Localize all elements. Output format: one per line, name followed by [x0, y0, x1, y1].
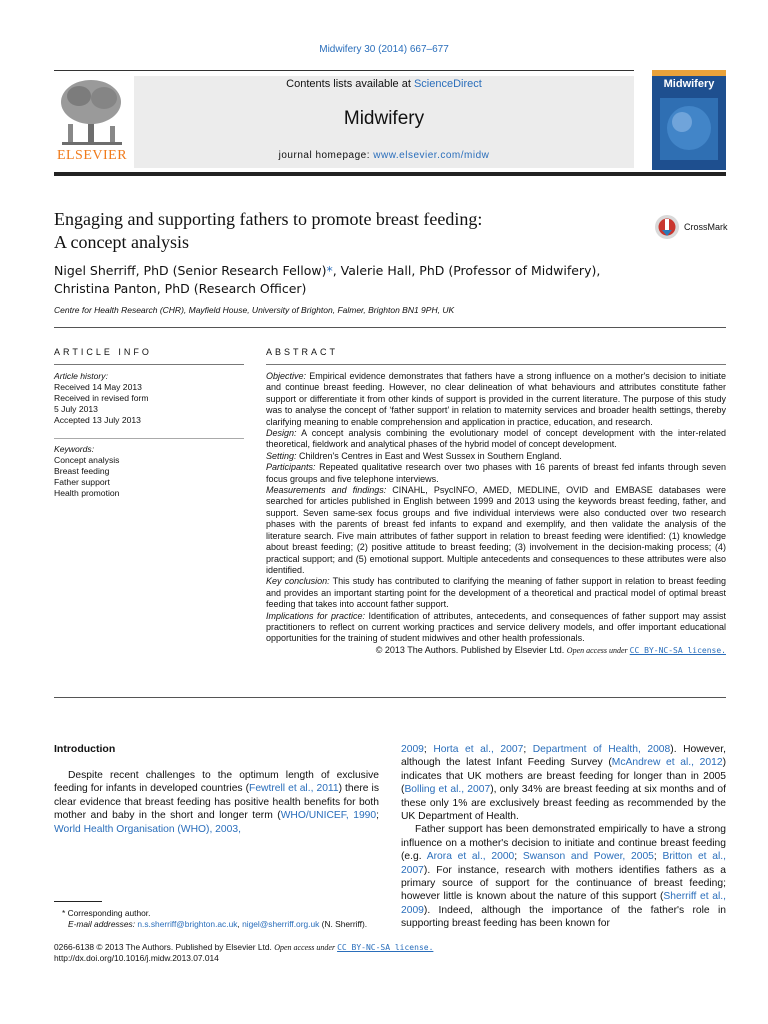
- abstract-conclusion: [266, 576, 726, 610]
- email-link[interactable]: n.s.sherriff@brighton.ac.uk: [137, 919, 238, 929]
- article-title: [54, 208, 624, 254]
- text-span: ), only 34% are breast feeding at six months and of these only 1% are exclusively breast feeding as recommended by the UK Department of Health.: [401, 784, 726, 823]
- email-addresses: [54, 919, 384, 930]
- corresponding-author-mark[interactable]: *: [326, 263, 333, 278]
- author-1: Nigel Sherriff, PhD (Senior Research Fellow): [54, 263, 327, 278]
- history-label: Article history:: [54, 371, 108, 381]
- text-span: ;: [523, 744, 533, 755]
- text-span: ;: [514, 851, 523, 863]
- intro-paragraph-1-cont: [401, 743, 726, 823]
- abstract-rule: [266, 364, 726, 365]
- citation-link[interactable]: Fewtrell et al., 2011: [249, 783, 339, 795]
- journal-name: Midwifery: [343, 108, 425, 129]
- measurements-text: CINAHL, PsycINFO, AMED, MEDLINE, OVID and EMBASE databases were searched for articles published in English between 1999 and 2013 using the keywords breast feeding, father, and support. Seven same-sex focus groups and five individual interviews were also conducted over two research phases with the parents of breast fed infants to expand and exemplify, and then validate the analysis of the literature search. Five main attributes of father support in relation to breast feeding were identified: (1) knowledge about breast feeding; (2) positive attitude to breast feeding; (3) involvement in the decision-making process; (4) practical support; and (5) emotional support. Multiple antecedents and consequences to these attributes were also identified.: [266, 485, 726, 575]
- elsevier-wordmark: ELSEVIER: [56, 148, 128, 163]
- issn-text: 0266-6138 © 2013 The Authors. Published by Elsevier Ltd.: [54, 942, 275, 952]
- sciencedirect-link[interactable]: ScienceDirect: [413, 78, 482, 90]
- citation-link[interactable]: Swanson and Power, 2005: [522, 851, 654, 863]
- email-label: E-mail addresses:: [68, 919, 138, 929]
- keyword-item: Concept analysis: [54, 455, 120, 465]
- footnote: [54, 908, 384, 930]
- article-info-rule: [54, 364, 244, 365]
- setting-text: Children's Centres in East and West Sussex in Southern England.: [296, 450, 562, 461]
- conclusion-label: Key conclusion:: [266, 576, 330, 587]
- license-link[interactable]: CC BY-NC-SA license.: [629, 645, 726, 655]
- citation-link[interactable]: Sherriff et al., 2009: [401, 891, 726, 916]
- author-3: Christina Panton, PhD (Research Officer): [54, 281, 307, 296]
- license-link[interactable]: CC BY-NC-SA license.: [337, 943, 434, 952]
- article-info-heading: ARTICLE INFO: [54, 347, 152, 357]
- citation-link[interactable]: Bolling et al., 2007: [404, 784, 491, 796]
- title-line-2: A concept analysis: [54, 232, 189, 252]
- contents-prefix: Contents lists available at: [286, 78, 414, 90]
- text-span: ). For instance, research with mothers identifies fathers as a primary source of support for the continuance of breast feeding; however little is known about the nature of this support (: [401, 864, 726, 903]
- contents-line: [134, 78, 634, 90]
- open-access-text: Open access under: [566, 645, 630, 655]
- text-span: (N. Sherriff).: [319, 919, 368, 929]
- text-span: ;: [423, 744, 434, 755]
- design-text: A concept analysis combining the evolutionary model of concept development with the inter-related theoretical, fieldwork and analytical phases of the hybrid model of concept development.: [266, 428, 726, 450]
- intro-paragraph-1: [54, 769, 379, 836]
- history-item: Received 14 May 2013: [54, 382, 142, 392]
- header-rule: [54, 70, 634, 71]
- text-span: Father support has been demonstrated empirically to have a strong influence on a mother's decision to initiate and continue breast feeding (e.g.: [401, 824, 726, 863]
- crossmark-badge[interactable]: [654, 214, 728, 240]
- citation-link[interactable]: McAndrew et al., 2012: [611, 757, 723, 769]
- issn-doi-block: [54, 942, 514, 964]
- doi-link[interactable]: http://dx.doi.org/10.1016/j.midw.2013.07.014: [54, 953, 219, 963]
- article-history: [54, 371, 244, 426]
- implications-text: Identification of attributes, antecedents, and consequences of father support may assist practitioners to reflect on current working practices and service delivery models, and offer important educational opportunities for the training of student midwives and other health professionals.: [266, 610, 726, 644]
- history-item: Received in revised form: [54, 393, 149, 403]
- text-span: ). However, although the latest Infant Feeding Survey (: [401, 744, 727, 769]
- text-span: ,: [237, 919, 243, 929]
- conclusion-text: This study has contributed to clarifying the meaning of father support in relation to breast feeding and provides an important starting point for the development of a theoretical and practical model of optimal breast feeding that takes into account father support.: [266, 576, 726, 610]
- setting-label: Setting:: [266, 450, 297, 461]
- crossmark-label: CrossMark: [684, 222, 728, 232]
- abstract-measurements: [266, 485, 726, 576]
- text-span: Despite recent challenges to the optimum length of exclusive feeding for infants in developed countries (: [54, 770, 379, 795]
- affiliation-rule: [54, 327, 726, 328]
- abstract-heading: ABSTRACT: [266, 347, 339, 357]
- citation-link[interactable]: 2009: [401, 744, 424, 755]
- abstract-design: [266, 428, 726, 451]
- author-list: [54, 262, 694, 298]
- cover-title: Midwifery: [663, 78, 715, 90]
- header-thick-rule: [54, 172, 726, 176]
- intro-left-column: [54, 769, 379, 836]
- corresponding-author-note: * Corresponding author.: [62, 908, 151, 918]
- journal-reference[interactable]: Midwifery 30 (2014) 667–677: [319, 44, 449, 55]
- abstract-setting: [266, 451, 726, 462]
- implications-label: Implications for practice:: [266, 610, 365, 621]
- abstract-participants: [266, 462, 726, 485]
- keywords-label: Keywords:: [54, 444, 95, 454]
- intro-right-column: [401, 743, 726, 931]
- citation-link[interactable]: Department of Health, 2008: [532, 744, 671, 755]
- email-link[interactable]: nigel@sherriff.org.uk: [242, 919, 320, 929]
- keyword-item: Father support: [54, 477, 110, 487]
- citation-link[interactable]: WHO/UNICEF, 1990: [280, 810, 377, 822]
- text-span: ;: [376, 810, 379, 822]
- abstract-body: [266, 371, 726, 656]
- objective-text: Empirical evidence demonstrates that fathers have a strong influence on a mother's decision to initiate and continue breast feeding. However, no clear delineation of what behaviours and attributes constitute father support or differentiate it from other kinds of support is provided in the current literature. The purpose of this study was to analyse the concept of ‘father support’ in relation to maternity services and broader health settings, thereby clarifying meaning to enable comprehension and application in practice, education, and research.: [266, 371, 726, 427]
- homepage-prefix: journal homepage:: [278, 150, 374, 161]
- citation-link[interactable]: Arora et al., 2000: [426, 851, 515, 863]
- keywords: [54, 444, 244, 499]
- abstract-bottom-rule: [54, 697, 726, 698]
- keyword-item: Breast feeding: [54, 466, 110, 476]
- introduction-heading: Introduction: [54, 743, 116, 755]
- affiliation: Centre for Health Research (CHR), Mayfield House, University of Brighton, Falmer, Brighton BN1 9PH, UK: [54, 305, 455, 315]
- copyright-text: © 2013 The Authors. Published by Elsevier Ltd.: [375, 644, 567, 655]
- participants-text: Repeated qualitative research over two phases with 16 parents of breast fed infants through seven focus groups and five telephone interviews.: [266, 462, 726, 484]
- abstract-copyright: [266, 645, 726, 656]
- journal-homepage: [134, 150, 634, 161]
- citation-link[interactable]: Britton et al., 2007: [401, 851, 726, 876]
- objective-label: Objective:: [266, 371, 307, 381]
- text-span: ) there is clear evidence that breast feeding has positive health benefits for both mother and baby in the short and longer term (: [54, 783, 379, 822]
- abstract-implications: [266, 611, 726, 645]
- text-span: ). Indeed, although the importance of the father's role in supporting breast feeding has been known for: [401, 904, 726, 930]
- crossmark-icon: [654, 214, 680, 240]
- issn-line: [54, 942, 514, 953]
- history-item: 5 July 2013: [54, 404, 98, 414]
- citation-link[interactable]: World Health Organisation (WHO), 2003,: [54, 823, 241, 835]
- journal-cover-image: [652, 70, 726, 170]
- footnote-rule: [54, 901, 102, 902]
- text-span: ;: [653, 851, 663, 863]
- measurements-label: Measurements and findings:: [266, 485, 387, 496]
- open-access-text: Open access under: [274, 943, 338, 952]
- abstract-objective: [266, 371, 726, 428]
- keyword-item: Health promotion: [54, 488, 120, 498]
- homepage-link[interactable]: www.elsevier.com/midw: [373, 150, 490, 161]
- author-2: , Valerie Hall, PhD (Professor of Midwifery),: [332, 263, 601, 278]
- history-item: Accepted 13 July 2013: [54, 415, 141, 425]
- intro-paragraph-2: [401, 823, 726, 930]
- keywords-rule: [54, 438, 244, 439]
- citation-link[interactable]: Horta et al., 2007: [433, 744, 524, 755]
- title-line-1: Engaging and supporting fathers to promote breast feeding:: [54, 209, 483, 229]
- design-label: Design:: [266, 428, 297, 439]
- text-span: ) indicates that UK mothers are breast feeding for longer than in 2005 (: [401, 757, 726, 796]
- participants-label: Participants:: [266, 462, 316, 473]
